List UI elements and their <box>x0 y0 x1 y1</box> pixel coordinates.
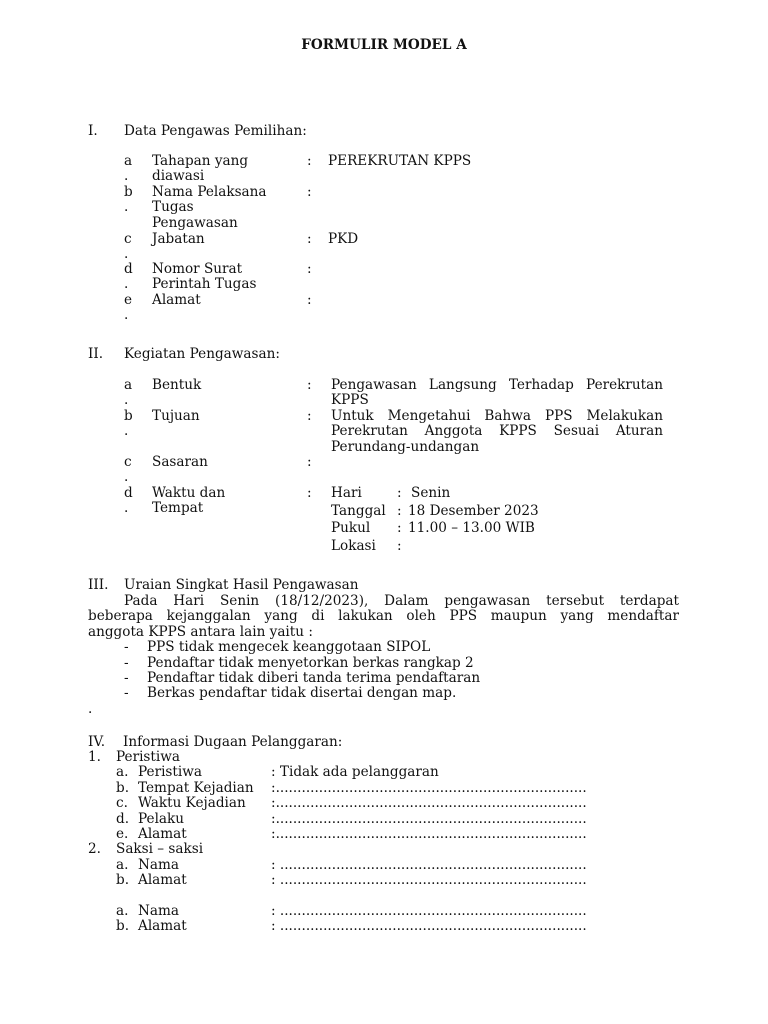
section-3-number: III. <box>88 577 109 593</box>
form-title: FORMULIR MODEL A <box>301 37 467 53</box>
bullet-2: Pendaftar tidak menyetorkan berkas rangkap 2 <box>147 655 474 671</box>
iv-1c-label: Waktu Kejadian <box>138 795 246 811</box>
bullet-dash-3: - <box>124 670 129 686</box>
s2-row-b-label: Tujuan <box>152 408 200 424</box>
s2-row-a-value-2: KPPS <box>331 392 369 408</box>
s1-row-b-label-2: Tugas <box>152 199 194 215</box>
time-hari-value: Senin <box>411 485 451 501</box>
bullet-1: PPS tidak mengecek keanggotaan SIPOL <box>147 639 431 655</box>
s2-row-d-dot: . <box>124 500 129 516</box>
time-hari-key: Hari <box>331 485 362 501</box>
section-4-number: IV. <box>88 734 106 750</box>
iv-2b-value: : ....................................................................... <box>271 872 587 888</box>
iv-1d-key: d. <box>116 811 130 827</box>
time-tanggal-key: Tanggal <box>331 503 386 519</box>
iv-1c-key: c. <box>116 795 128 811</box>
iv-2b2-value: : ....................................................................... <box>271 918 587 934</box>
s1-row-c-dot: . <box>124 246 129 262</box>
s1-row-b-letter: b <box>124 184 133 200</box>
s1-row-c-label-1: Jabatan <box>152 231 205 247</box>
s2-row-c-dot: . <box>124 469 129 485</box>
section-4-heading: Informasi Dugaan Pelanggaran: <box>123 734 343 750</box>
s2-row-b-letter: b <box>124 408 133 424</box>
s2-row-c-colon: : <box>307 454 312 470</box>
iv-2a2-value: : ....................................................................... <box>271 903 587 919</box>
s3-paragraph-line-2: beberapa kejanggalan yang di lakukan oleh PPS maupun yang mendaftar <box>88 608 679 624</box>
time-pukul-key: Pukul <box>331 520 371 536</box>
s2-row-b-value-3: Perundang-undangan <box>331 439 480 455</box>
bullet-4: Berkas pendaftar tidak disertai dengan map. <box>147 685 457 701</box>
s1-row-d-label-2: Perintah Tugas <box>152 276 257 292</box>
s1-row-d-dot: . <box>124 276 129 292</box>
iv-2a-label: Nama <box>138 857 179 873</box>
s1-row-e-label-1: Alamat <box>152 292 201 308</box>
s1-row-e-letter: e <box>124 292 133 308</box>
iv-1a-label: Peristiwa <box>138 764 202 780</box>
s1-row-b-label-1: Nama Pelaksana <box>152 184 267 200</box>
iv-2a2-key: a. <box>116 903 129 919</box>
iv-1d-value: :........................................................................ <box>271 811 587 827</box>
s2-row-d-label-2: Tempat <box>152 500 204 516</box>
s1-row-a-dot: . <box>124 168 129 184</box>
s1-row-d-letter: d <box>124 261 133 277</box>
section-2-heading: Kegiatan Pengawasan: <box>124 346 280 362</box>
time-pukul-value: 11.00 – 13.00 WIB <box>408 520 535 536</box>
s1-row-b-label-3: Pengawasan <box>152 215 238 231</box>
s1-row-a-letter: a <box>124 153 133 169</box>
time-pukul-colon: : <box>397 520 402 536</box>
s1-row-a-colon: : <box>307 153 312 169</box>
s1-row-c-colon: : <box>307 231 312 247</box>
s1-row-d-colon: : <box>307 261 312 277</box>
iv-1b-value: :........................................................................ <box>271 780 587 796</box>
section-2-number: II. <box>88 346 104 362</box>
iv-1b-key: b. <box>116 780 130 796</box>
section-1-number: I. <box>88 123 98 139</box>
s1-row-e-colon: : <box>307 292 312 308</box>
time-tanggal-colon: : <box>397 503 402 519</box>
s2-row-a-letter: a <box>124 377 133 393</box>
time-hari-colon: : <box>397 485 402 501</box>
s2-row-a-value-1: Pengawasan Langsung Terhadap Perekrutan <box>331 377 663 393</box>
iv-1a-value: : Tidak ada pelanggaran <box>271 764 439 780</box>
s2-row-d-label-1: Waktu dan <box>152 485 226 501</box>
iv-2a2-label: Nama <box>138 903 179 919</box>
s2-row-b-dot: . <box>124 423 129 439</box>
s1-row-c-value: PKD <box>328 231 359 247</box>
time-tanggal-value: 18 Desember 2023 <box>408 503 539 519</box>
stray-dot: . <box>88 701 93 717</box>
time-lokasi-key: Lokasi <box>331 538 376 554</box>
s2-row-a-colon: : <box>307 377 312 393</box>
bullet-3: Pendaftar tidak diberi tanda terima pendaftaran <box>147 670 481 686</box>
s2-row-a-label: Bentuk <box>152 377 202 393</box>
iv-1-heading: Peristiwa <box>116 749 180 765</box>
iv-1a-key: a. <box>116 764 129 780</box>
section-1-heading: Data Pengawas Pemilihan: <box>124 123 307 139</box>
iv-1e-label: Alamat <box>138 826 187 842</box>
bullet-dash-2: - <box>124 655 129 671</box>
iv-1-number: 1. <box>88 749 101 765</box>
iv-2-number: 2. <box>88 841 101 857</box>
iv-2a-key: a. <box>116 857 129 873</box>
iv-2b-label: Alamat <box>138 872 187 888</box>
s1-row-b-dot: . <box>124 199 129 215</box>
iv-2a-value: : ....................................................................... <box>271 857 587 873</box>
bullet-dash-4: - <box>124 685 129 701</box>
s2-row-b-colon: : <box>307 408 312 424</box>
s2-row-d-colon: : <box>307 485 312 501</box>
iv-2-heading: Saksi – saksi <box>116 841 204 857</box>
iv-2b-key: b. <box>116 872 130 888</box>
s1-row-a-label-2: diawasi <box>152 168 205 184</box>
bullet-dash-1: - <box>124 639 129 655</box>
iv-2b2-label: Alamat <box>138 918 187 934</box>
time-lokasi-colon: : <box>397 538 402 554</box>
s2-row-b-value-1: Untuk Mengetahui Bahwa PPS Melakukan <box>331 408 663 424</box>
iv-1d-label: Pelaku <box>138 811 185 827</box>
s1-row-a-value: PEREKRUTAN KPPS <box>328 153 472 169</box>
s2-row-b-value-2: Perekrutan Anggota KPPS Sesuai Aturan <box>331 423 663 439</box>
s1-row-c-letter: c <box>124 231 132 247</box>
s3-paragraph-line-3: anggota KPPS antara lain yaitu : <box>88 624 313 640</box>
s3-paragraph-line-1: Pada Hari Senin (18/12/2023), Dalam pengawasan tersebut terdapat <box>124 593 679 609</box>
iv-1e-value: :........................................................................ <box>271 826 587 842</box>
s2-row-c-letter: c <box>124 454 132 470</box>
s2-row-c-label: Sasaran <box>152 454 208 470</box>
s1-row-b-colon: : <box>307 184 312 200</box>
iv-1e-key: e. <box>116 826 129 842</box>
s1-row-e-dot: . <box>124 307 129 323</box>
iv-1c-value: :........................................................................ <box>271 795 587 811</box>
s1-row-d-label-1: Nomor Surat <box>152 261 243 277</box>
s2-row-a-dot: . <box>124 392 129 408</box>
s1-row-a-label-1: Tahapan yang <box>152 153 249 169</box>
iv-1b-label: Tempat Kejadian <box>138 780 254 796</box>
section-3-heading: Uraian Singkat Hasil Pengawasan <box>124 577 359 593</box>
iv-2b2-key: b. <box>116 918 130 934</box>
s2-row-d-letter: d <box>124 485 133 501</box>
